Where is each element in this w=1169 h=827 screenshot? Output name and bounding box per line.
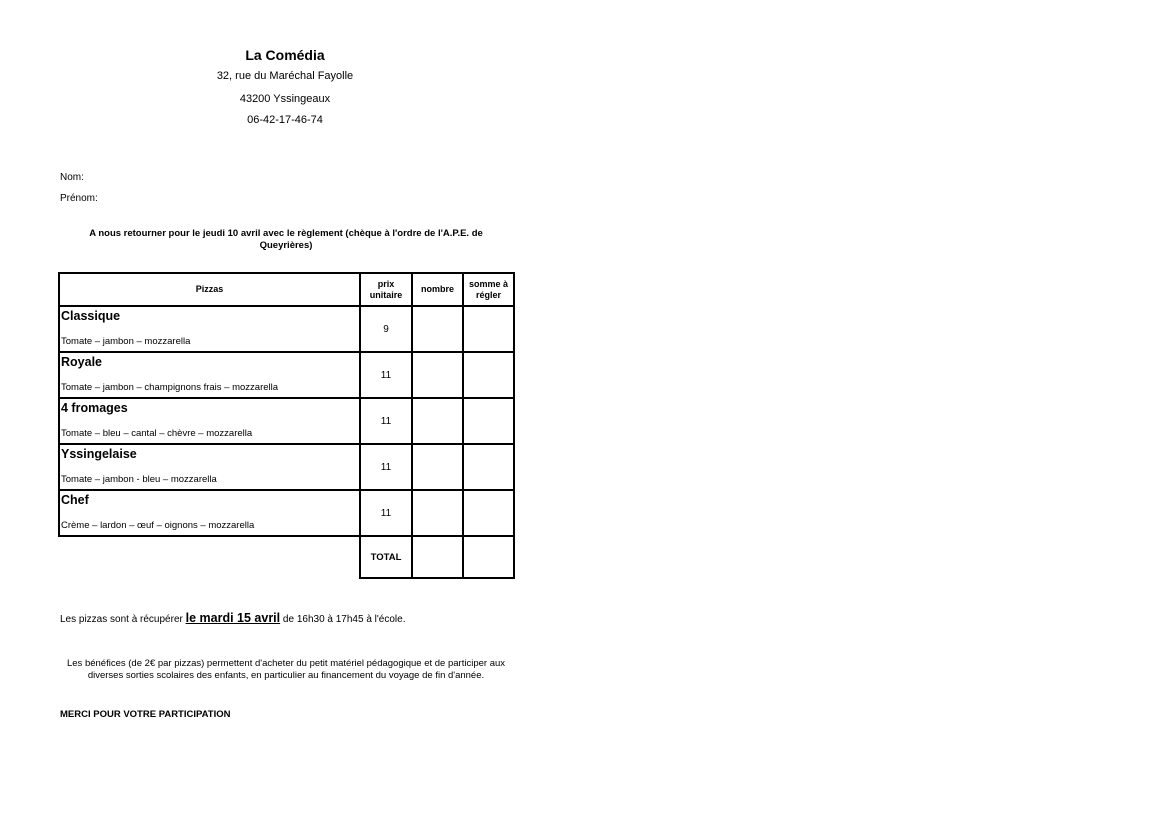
table-row: [59, 398, 514, 444]
pizza-order-table: [58, 272, 515, 579]
table-row: [59, 444, 514, 490]
amount-cell: [463, 306, 514, 352]
restaurant-address-city: 43200 Yssingeaux: [239, 93, 331, 105]
pickup-suffix: de 16h30 à 17h45 à l'école.: [280, 614, 406, 625]
pickup-date: le mardi 15 avril: [185, 611, 281, 625]
amount-cell: [463, 398, 514, 444]
restaurant-name: La Comédia: [245, 47, 325, 63]
pizza-ingredients: Tomate – jambon – champignons frais – mozzarella: [61, 382, 279, 393]
header-prix-unitaire: prix unitaire: [360, 273, 412, 306]
total-quantity-cell: [412, 536, 463, 578]
header-nombre: nombre: [412, 273, 463, 306]
table-row: [59, 490, 514, 536]
pizza-ingredients: Tomate – bleu – cantal – chèvre – mozzarella: [61, 428, 253, 439]
pizza-ingredients: Tomate – jambon – mozzarella: [61, 336, 191, 347]
pizza-ingredients: Tomate – jambon - bleu – mozzarella: [61, 474, 217, 485]
pizza-cell: [59, 444, 360, 490]
pizza-cell: [59, 490, 360, 536]
total-row: [59, 536, 514, 578]
nom-field-label: Nom:: [60, 172, 84, 183]
pizza-name: 4 fromages: [61, 401, 128, 415]
unit-price: 11: [360, 352, 412, 398]
amount-cell: [463, 352, 514, 398]
quantity-cell: [412, 398, 463, 444]
pizza-cell: [59, 398, 360, 444]
unit-price: 11: [360, 490, 412, 536]
pizza-cell: [59, 352, 360, 398]
unit-price: 11: [360, 444, 412, 490]
quantity-cell: [412, 306, 463, 352]
total-label: TOTAL: [360, 536, 412, 578]
restaurant-phone: 06-42-17-46-74: [247, 114, 323, 126]
prenom-field-label: Prénom:: [60, 193, 98, 204]
table-row: [59, 306, 514, 352]
benefits-text: Les bénéfices (de 2€ par pizzas) permettent d'acheter du petit matériel pédagogique et de participer aux diverses sorties scolaires des enfants, en particulier au financement du voyage de fin d'année.: [66, 658, 506, 681]
pizza-name: Royale: [61, 355, 102, 369]
total-amount-cell: [463, 536, 514, 578]
pizza-name: Chef: [61, 493, 89, 507]
pizza-name: Yssingelaise: [61, 447, 137, 461]
quantity-cell: [412, 490, 463, 536]
thanks-text: MERCI POUR VOTRE PARTICIPATION: [60, 709, 231, 720]
quantity-cell: [412, 352, 463, 398]
pickup-info: [60, 611, 406, 625]
amount-cell: [463, 444, 514, 490]
pickup-prefix: Les pizzas sont à récupérer: [60, 614, 186, 625]
unit-price: 9: [360, 306, 412, 352]
total-spacer: [59, 536, 360, 578]
pizza-name: Classique: [61, 309, 121, 323]
header-somme: somme à régler: [463, 273, 514, 306]
quantity-cell: [412, 444, 463, 490]
restaurant-address-street: 32, rue du Maréchal Fayolle: [216, 70, 354, 82]
header-pizzas: Pizzas: [59, 273, 360, 306]
table-header-row: [59, 273, 514, 306]
unit-price: 11: [360, 398, 412, 444]
pizza-cell: [59, 306, 360, 352]
table-row: [59, 352, 514, 398]
amount-cell: [463, 490, 514, 536]
pizza-ingredients: Crème – lardon – œuf – oignons – mozzarella: [61, 520, 255, 531]
return-notice: A nous retourner pour le jeudi 10 avril avec le règlement (chèque à l'ordre de l'A.P.E. de Queyrières): [89, 228, 483, 251]
